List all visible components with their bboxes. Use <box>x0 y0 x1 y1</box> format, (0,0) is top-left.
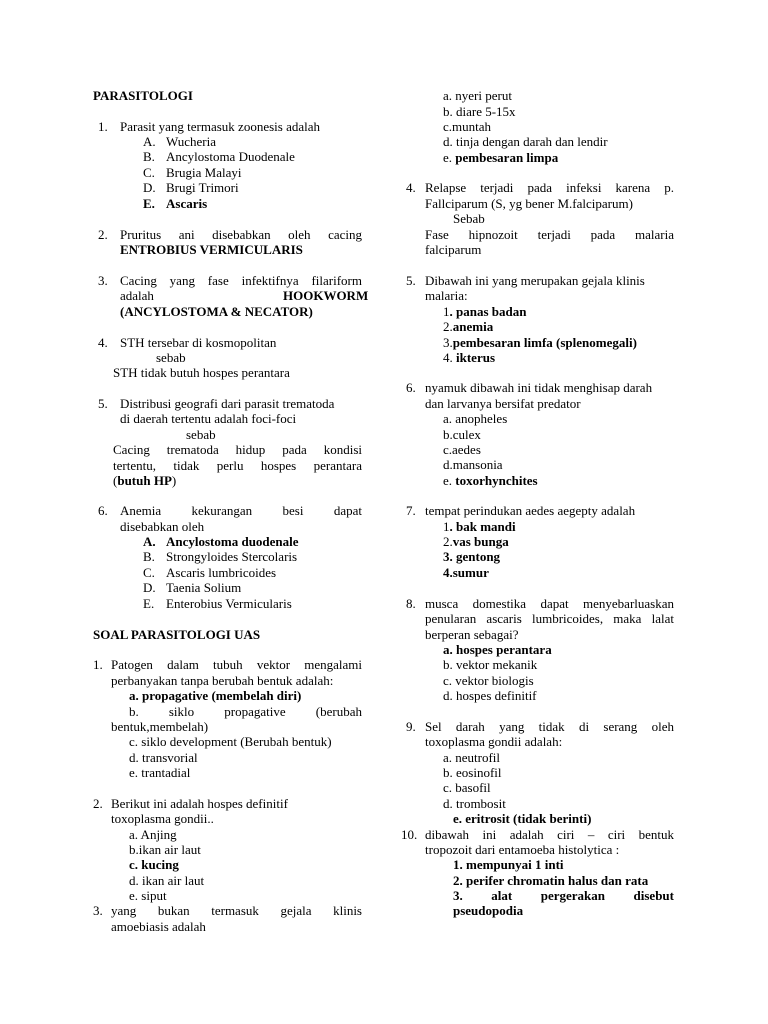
question-number: 2. <box>93 796 103 811</box>
question-number: 6. <box>98 503 108 518</box>
answer-text: anemia <box>452 319 494 334</box>
option-letter: E. <box>143 596 155 611</box>
option-text: c. basofil <box>443 780 491 795</box>
option-text: d. trombosit <box>443 796 506 811</box>
option-text: a. Anjing <box>129 827 177 842</box>
option-text: d. transvorial <box>129 750 198 765</box>
question-number: 5. <box>98 396 108 411</box>
option-text: e. trantadial <box>129 765 191 780</box>
answer-text: . bak mandi <box>449 519 516 534</box>
option-text: Taenia Solium <box>166 580 242 595</box>
option-text: b. diare 5-15x <box>443 104 516 119</box>
answer-text: HOOKWORM <box>283 288 369 303</box>
answer-text: a. propagative (membelah diri) <box>129 688 302 703</box>
answer-text: Ascaris <box>166 196 208 211</box>
answer-text: . panas badan <box>449 304 527 319</box>
option-text: c.muntah <box>443 119 492 134</box>
sebab-text: Sebab <box>453 211 485 226</box>
option-text: a. nyeri perut <box>443 88 512 103</box>
question-text: Cacing yang fase infektifnya filariform <box>120 273 362 288</box>
option-text: propagative <box>224 704 286 719</box>
option-letter: D. <box>143 580 156 595</box>
question-text: toxoplasma gondii adalah: <box>425 734 563 749</box>
question-text: disebabkan oleh <box>120 519 205 534</box>
question-number: 5. <box>406 273 416 288</box>
question-number: 8. <box>406 596 416 611</box>
option-text: b. eosinofil <box>443 765 502 780</box>
question-text: Fallciparum (S, yg bener M.falciparum) <box>425 196 633 211</box>
option-letter: A. <box>143 534 156 549</box>
option-text: b.culex <box>443 427 481 442</box>
answer-text: toxorhynchites <box>455 473 538 488</box>
option-text: d. hospes definitif <box>443 688 537 703</box>
answer-text: alat <box>491 888 513 903</box>
answer-text: disebut <box>633 888 674 903</box>
option-text: d. tinja dengan darah dan lendir <box>443 134 608 149</box>
question-number: 6. <box>406 380 416 395</box>
option-text: c. vektor biologis <box>443 673 534 688</box>
paren: ( <box>113 473 118 488</box>
answer-text: pseudopodia <box>453 903 524 918</box>
question-text: Parasit yang termasuk zoonesis adalah <box>120 119 320 134</box>
question-text: dibawah ini adalah ciri – ciri bentuk <box>425 827 674 842</box>
option-text: bentuk,membelah) <box>111 719 209 734</box>
question-text: adalah <box>120 288 154 303</box>
answer-text: (ANCYLOSTOMA & NECATOR) <box>120 304 313 319</box>
question-number: 4. <box>98 335 108 350</box>
sebab-text: sebab <box>186 427 216 442</box>
question-text: Cacing trematoda hidup pada kondisi <box>113 442 362 457</box>
question-text: Berikut ini adalah hospes definitif <box>111 796 288 811</box>
question-text: Dibawah ini yang merupakan gejala klinis <box>425 273 645 288</box>
question-number: 10. <box>401 827 418 842</box>
answer-text: 4.sumur <box>443 565 489 580</box>
question-text: Relapse terjadi pada infeksi karena p. <box>425 180 674 195</box>
question-number: 1. <box>93 657 103 672</box>
question-number: 1. <box>98 119 108 134</box>
question-text: perbanyakan tanpa berubah bentuk adalah: <box>111 673 334 688</box>
option-letter: D. <box>143 180 156 195</box>
question-text: STH tidak butuh hospes perantara <box>113 365 290 380</box>
question-text: berperan sebagai? <box>425 627 519 642</box>
question-text: yang bukan termasuk gejala klinis <box>111 903 362 918</box>
question-text: Anemia kekurangan besi dapat <box>120 503 362 518</box>
sebab-text: sebab <box>156 350 186 365</box>
question-text: falciparum <box>425 242 482 257</box>
item-number: 1 <box>443 519 450 534</box>
answer-text: a. hospes perantara <box>443 642 552 657</box>
option-text: a. neutrofil <box>443 750 501 765</box>
question-text: di daerah tertentu adalah foci-foci <box>120 411 297 426</box>
answer-text: pembesaran limpa <box>455 150 559 165</box>
question-text: Pruritus ani disebabkan oleh cacing <box>120 227 362 242</box>
answer-text: pergerakan <box>540 888 606 903</box>
question-text: dan larvanya bersifat predator <box>425 396 581 411</box>
option-letter: A. <box>143 134 156 149</box>
option-letter: b. <box>129 704 139 719</box>
question-text: nyamuk dibawah ini tidak menghisap darah <box>425 380 653 395</box>
option-text: Strongyloides Stercolaris <box>166 549 298 564</box>
option-text: d.mansonia <box>443 457 503 472</box>
item-number: 3. <box>453 888 463 903</box>
question-text: amoebiasis adalah <box>111 919 206 934</box>
question-text: Distribusi geografi dari parasit trematoda <box>120 396 335 411</box>
question-number: 9. <box>406 719 416 734</box>
option-letter: e. <box>443 150 453 165</box>
option-text: Brugia Malayi <box>166 165 242 180</box>
answer-text: ENTROBIUS VERMICULARIS <box>120 242 303 257</box>
paren: ) <box>171 473 177 488</box>
item-number: 2. <box>443 319 453 334</box>
item-number: 4. <box>443 350 456 365</box>
option-letter: C. <box>143 565 155 580</box>
answer-text: c. kucing <box>129 857 179 872</box>
question-text: Patogen dalam tubuh vektor mengalami <box>111 657 362 672</box>
option-text: c. siklo development (Berubah bentuk) <box>129 734 332 749</box>
question-text: musca domestika dapat menyebarluaskan <box>425 596 674 611</box>
answer-text: ikterus <box>456 350 495 365</box>
page-title: PARASITOLOGI <box>93 88 193 103</box>
item-number: 2. <box>443 534 453 549</box>
section-heading: SOAL PARASITOLOGI UAS <box>93 627 261 642</box>
option-letter: e. <box>443 473 453 488</box>
question-text: tempat perindukan aedes aegepty adalah <box>425 503 636 518</box>
question-text: toxoplasma gondii.. <box>111 811 214 826</box>
option-text: d. ikan air laut <box>129 873 205 888</box>
option-text: c.aedes <box>443 442 481 457</box>
option-text: Ancylostoma Duodenale <box>166 149 295 164</box>
answer-text: 3. gentong <box>443 549 501 564</box>
option-text: b. vektor mekanik <box>443 657 538 672</box>
answer-text: butuh HP <box>117 473 172 488</box>
option-text: b.ikan air laut <box>129 842 201 857</box>
item-number: 1 <box>443 304 450 319</box>
option-text: Brugi Trimori <box>166 180 239 195</box>
option-letter: B. <box>143 549 155 564</box>
question-number: 2. <box>98 227 108 242</box>
question-text: Sel darah yang tidak di serang oleh <box>425 719 674 734</box>
question-text: tropozoit dari entamoeba histolytica : <box>425 842 620 857</box>
option-letter: C. <box>143 165 155 180</box>
item-number: 3. <box>443 335 453 350</box>
question-text: malaria: <box>425 288 468 303</box>
question-text: STH tersebar di kosmopolitan <box>120 335 277 350</box>
option-text: a. anopheles <box>443 411 508 426</box>
question-text: penularan ascaris lumbricoides, maka lalat <box>425 611 674 626</box>
answer-text: e. eritrosit (tidak berinti) <box>453 811 592 826</box>
answer-text: pembesaran limfa (splenomegali) <box>452 335 637 350</box>
answer-text: 1. mempunyai 1 inti <box>453 857 564 872</box>
answer-text: 2. perifer chromatin halus dan rata <box>453 873 649 888</box>
question-number: 3. <box>98 273 108 288</box>
question-number: 3. <box>93 903 103 918</box>
option-text: siklo <box>168 704 195 719</box>
option-letter: B. <box>143 149 155 164</box>
option-letter: E. <box>143 196 155 211</box>
option-text: Ascaris lumbricoides <box>166 565 277 580</box>
answer-text: Ancylostoma duodenale <box>166 534 299 549</box>
option-text: (berubah <box>315 704 362 719</box>
question-number: 4. <box>406 180 416 195</box>
option-text: Wucheria <box>166 134 217 149</box>
question-number: 7. <box>406 503 416 518</box>
option-text: Enterobius Vermicularis <box>166 596 292 611</box>
option-text: e. siput <box>129 888 167 903</box>
question-text: Fase hipnozoit terjadi pada malaria <box>425 227 674 242</box>
question-text: tertentu, tidak perlu hospes perantara <box>113 458 362 473</box>
answer-text: vas bunga <box>452 534 509 549</box>
